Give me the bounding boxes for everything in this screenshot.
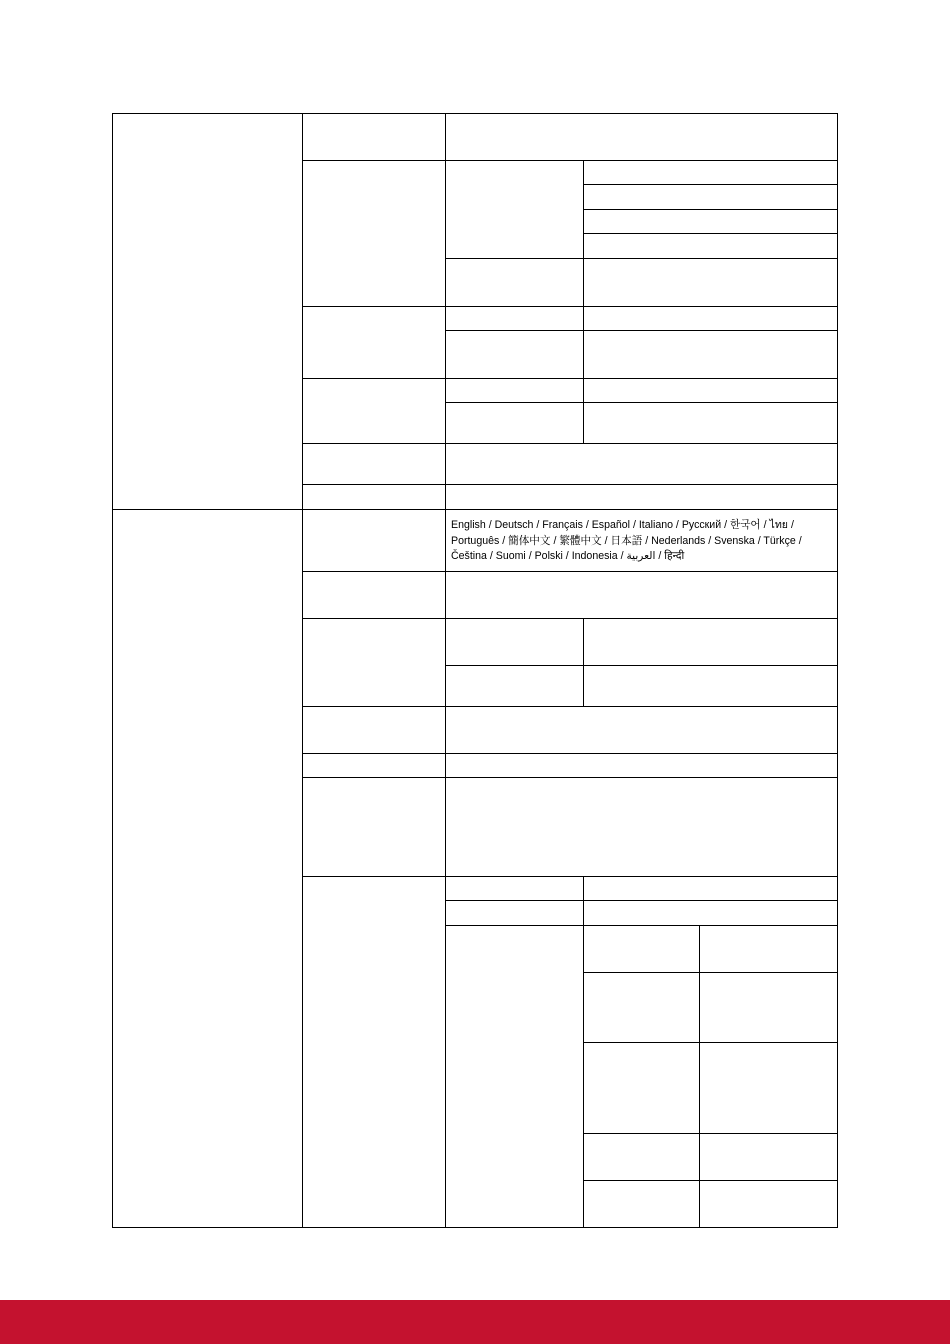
row-divider — [445, 402, 838, 403]
col-divider-3 — [583, 618, 584, 706]
table-border-bottom — [112, 1227, 838, 1228]
row-divider — [445, 665, 838, 666]
row-divider — [583, 209, 838, 210]
row-divider — [583, 1180, 838, 1181]
table-border-top — [112, 113, 838, 114]
row-divider — [302, 777, 838, 778]
row-divider — [583, 184, 838, 185]
language-options-line-1: English / Deutsch / Français / Español / Italiano / Русский / 한국어 / ไทย / — [451, 519, 794, 531]
row-divider — [302, 618, 838, 619]
language-options-text — [451, 518, 835, 565]
row-divider — [583, 972, 838, 973]
row-divider — [583, 1042, 838, 1043]
row-divider — [302, 876, 838, 877]
row-divider — [302, 753, 838, 754]
row-divider — [445, 330, 838, 331]
row-divider — [445, 900, 838, 901]
row-divider — [302, 306, 838, 307]
row-divider — [445, 258, 838, 259]
row-divider — [583, 1133, 838, 1134]
row-divider — [302, 484, 838, 485]
row-divider — [302, 443, 838, 444]
table-border-right — [837, 113, 838, 1228]
row-divider — [302, 571, 838, 572]
language-options-line-2: Português / 簡体中文 / 繁體中文 / 日本語 / Nederlands / Svenska / Türkçe / — [451, 534, 802, 547]
col-divider-3 — [583, 876, 584, 1228]
col-divider-3 — [583, 306, 584, 378]
row-divider — [302, 160, 838, 161]
row-divider — [302, 378, 838, 379]
row-divider — [302, 706, 838, 707]
col-divider-4 — [699, 925, 700, 1228]
table-border-left — [112, 113, 113, 1228]
section-divider — [112, 509, 838, 510]
col-divider-2 — [445, 113, 446, 1228]
footer-bar — [0, 1300, 950, 1344]
row-divider — [583, 233, 838, 234]
col-divider-1 — [302, 113, 303, 1228]
row-divider — [445, 925, 838, 926]
col-divider-3 — [583, 378, 584, 444]
language-options-line-3: Čeština / Suomi / Polski / Indonesia / العربية / हिन्दी — [451, 550, 685, 562]
